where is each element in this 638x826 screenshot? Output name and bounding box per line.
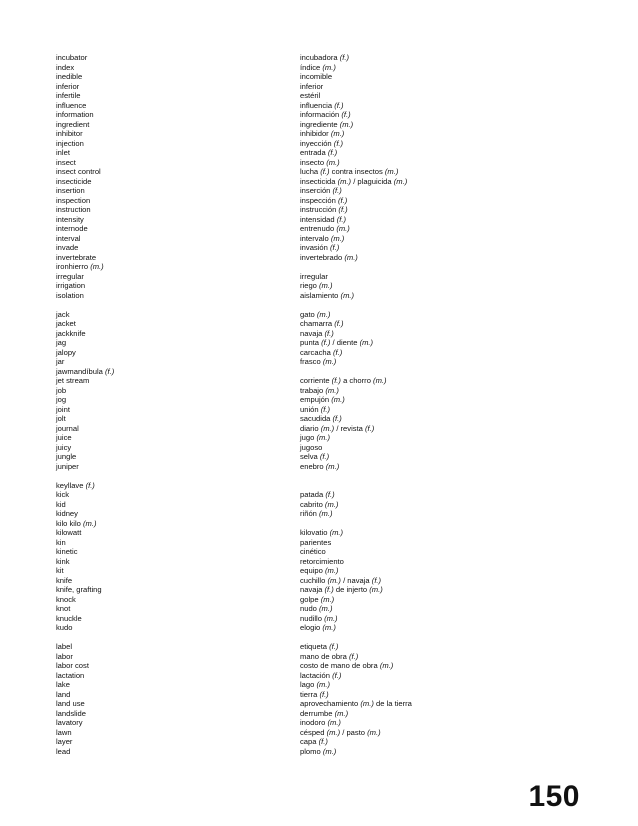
spanish-term: incubadora (f.) bbox=[300, 53, 349, 62]
english-term: insecticide bbox=[56, 176, 92, 186]
english-term: irregular bbox=[56, 271, 84, 281]
spanish-term: intervalo (m.) bbox=[300, 233, 345, 243]
gender-marker: (f.) bbox=[332, 347, 343, 357]
glossary-entry bbox=[56, 63, 496, 73]
english-term: ingredient bbox=[56, 119, 90, 129]
spanish-term: lago (m.) bbox=[300, 680, 330, 689]
english-term: internode bbox=[56, 224, 88, 233]
gender-marker: (m.) bbox=[373, 376, 387, 385]
english-term: journal bbox=[56, 423, 79, 433]
spanish-term: patada (f.) bbox=[300, 490, 335, 499]
spanish-term: frasco (m.) bbox=[300, 357, 337, 366]
gender-marker: (m.) bbox=[359, 338, 374, 347]
english-term: knife bbox=[56, 575, 73, 585]
english-term: kilo kilo (m.) bbox=[56, 518, 97, 528]
spanish-term: costo de mano de obra (m.) bbox=[300, 661, 394, 670]
english-term: inedible bbox=[56, 72, 83, 81]
english-term: jacket bbox=[56, 319, 76, 328]
glossary-entry bbox=[56, 490, 496, 500]
gender-marker: (m.) bbox=[316, 309, 331, 319]
gender-marker: (f.) bbox=[339, 53, 349, 62]
gender-marker: (f.) bbox=[332, 414, 342, 423]
spanish-term: jugoso bbox=[300, 442, 323, 452]
spanish-term: influencia (f.) bbox=[300, 100, 344, 110]
glossary-entry bbox=[56, 224, 496, 234]
glossary-entry bbox=[56, 709, 496, 719]
gender-marker: (m.) bbox=[325, 461, 340, 471]
gender-marker: (m.) bbox=[384, 167, 399, 176]
gender-marker: (m.) bbox=[322, 746, 337, 756]
english-term: kinetic bbox=[56, 547, 78, 556]
english-term: inlet bbox=[56, 148, 70, 157]
glossary-entry bbox=[56, 129, 496, 139]
english-term: jolt bbox=[56, 414, 66, 423]
english-term: intensity bbox=[56, 214, 84, 224]
section-gap bbox=[56, 471, 496, 481]
glossary-entry bbox=[56, 319, 496, 329]
spanish-term: sacudida (f.) bbox=[300, 414, 342, 423]
gender-marker: (f.) bbox=[349, 651, 359, 661]
spanish-term: inspección (f.) bbox=[300, 195, 348, 205]
glossary-entry bbox=[56, 167, 496, 177]
glossary-entry bbox=[56, 186, 496, 196]
gender-marker: (f.) bbox=[325, 490, 335, 499]
spanish-term: aislamiento (m.) bbox=[300, 290, 355, 300]
glossary-entry bbox=[56, 500, 496, 510]
spanish-term: nudo (m.) bbox=[300, 604, 333, 613]
glossary-entry bbox=[56, 424, 496, 434]
spanish-term: césped (m.) / pasto (m.) bbox=[300, 727, 381, 737]
english-term: injection bbox=[56, 138, 84, 148]
gender-marker: (f.) bbox=[85, 480, 95, 490]
glossary-entry bbox=[56, 367, 496, 377]
glossary-entry bbox=[56, 357, 496, 367]
gender-marker: (m.) bbox=[369, 585, 383, 594]
spanish-term: riñón (m.) bbox=[300, 509, 333, 518]
gender-marker: (f.) bbox=[334, 100, 344, 110]
english-term: lactation bbox=[56, 670, 85, 680]
spanish-term: incomible bbox=[300, 72, 333, 81]
english-term: jar bbox=[56, 357, 65, 366]
glossary-entry bbox=[56, 272, 496, 282]
english-term: knot bbox=[56, 604, 71, 613]
english-term: jackknife bbox=[56, 328, 86, 338]
glossary-entry bbox=[56, 205, 496, 215]
gender-marker: (m.) bbox=[322, 62, 336, 72]
english-term: insertion bbox=[56, 186, 85, 195]
english-term: landslide bbox=[56, 708, 86, 718]
english-term: lavatory bbox=[56, 718, 83, 727]
glossary-entry bbox=[56, 595, 496, 605]
spanish-term: trabajo (m.) bbox=[300, 385, 339, 395]
glossary-entry bbox=[56, 566, 496, 576]
spanish-term: equipo (m.) bbox=[300, 566, 339, 575]
glossary-list bbox=[56, 53, 496, 756]
section-gap bbox=[56, 633, 496, 643]
glossary-entry bbox=[56, 120, 496, 130]
glossary-entry bbox=[56, 376, 496, 386]
english-term: land bbox=[56, 689, 71, 699]
english-term: kink bbox=[56, 556, 70, 566]
glossary-entry bbox=[56, 528, 496, 538]
glossary-entry bbox=[56, 158, 496, 168]
gender-marker: (m.) bbox=[326, 157, 340, 167]
glossary-entry bbox=[56, 234, 496, 244]
gender-marker: (m.) bbox=[319, 509, 333, 518]
gender-marker: (f.) bbox=[327, 148, 338, 157]
gender-marker: (m.) bbox=[324, 499, 339, 509]
glossary-entry bbox=[56, 414, 496, 424]
gender-marker: (m.) bbox=[319, 281, 333, 290]
glossary-entry bbox=[56, 585, 496, 595]
gender-marker: (m.) bbox=[330, 233, 345, 243]
glossary-entry bbox=[56, 671, 496, 681]
gender-marker: (m.) bbox=[327, 718, 341, 727]
english-term: instruction bbox=[56, 205, 91, 214]
gender-marker: (f.) bbox=[318, 737, 328, 746]
spanish-term: derrumbe (m.) bbox=[300, 708, 349, 718]
english-term: information bbox=[56, 110, 94, 119]
spanish-term bbox=[300, 367, 496, 377]
spanish-term: invasión (f.) bbox=[300, 243, 340, 252]
gender-marker: (m.) bbox=[340, 290, 355, 300]
gender-marker: (f.) bbox=[319, 689, 329, 699]
english-term: infertile bbox=[56, 91, 81, 100]
glossary-entry bbox=[56, 547, 496, 557]
glossary-entry bbox=[56, 310, 496, 320]
gender-marker: (f.) bbox=[336, 214, 347, 224]
spanish-term: diario (m.) / revista (f.) bbox=[300, 423, 375, 433]
english-term: kilowatt bbox=[56, 528, 82, 537]
gender-marker: (m.) bbox=[327, 575, 341, 585]
glossary-entry bbox=[56, 519, 496, 529]
gender-marker: (m.) bbox=[322, 623, 336, 632]
glossary-entry bbox=[56, 281, 496, 291]
glossary-entry bbox=[56, 462, 496, 472]
spanish-term: corriente (f.) a chorro (m.) bbox=[300, 376, 387, 385]
gender-marker: (m.) bbox=[360, 699, 374, 708]
english-term: juniper bbox=[56, 461, 79, 471]
english-term: juicy bbox=[56, 442, 72, 452]
glossary-entry bbox=[56, 291, 496, 301]
spanish-term: gato (m.) bbox=[300, 309, 331, 319]
gender-marker: (m.) bbox=[393, 176, 408, 186]
english-term: influence bbox=[56, 100, 87, 110]
glossary-entry bbox=[56, 737, 496, 747]
spanish-term: retorcimiento bbox=[300, 556, 344, 566]
gender-marker: (m.) bbox=[337, 176, 352, 186]
glossary-entry bbox=[56, 443, 496, 453]
gender-marker: (f.) bbox=[320, 167, 330, 176]
spanish-term: nudillo (m.) bbox=[300, 613, 338, 623]
glossary-entry bbox=[56, 177, 496, 187]
english-term: joint bbox=[56, 404, 70, 414]
spanish-term: insecto (m.) bbox=[300, 157, 340, 167]
gender-marker: (m.) bbox=[322, 357, 337, 366]
glossary-entry bbox=[56, 699, 496, 709]
english-term: jag bbox=[56, 338, 67, 347]
english-term: jet stream bbox=[56, 376, 90, 385]
glossary-entry bbox=[56, 329, 496, 339]
gender-marker: (m.) bbox=[334, 708, 349, 718]
english-term: jalopy bbox=[56, 347, 76, 357]
english-term: lead bbox=[56, 746, 71, 756]
glossary-entry bbox=[56, 110, 496, 120]
spanish-term bbox=[300, 481, 496, 491]
english-term: jog bbox=[56, 395, 67, 404]
glossary-entry bbox=[56, 661, 496, 671]
glossary-entry bbox=[56, 557, 496, 567]
gender-marker: (f.) bbox=[333, 138, 344, 148]
spanish-term: intensidad (f.) bbox=[300, 214, 347, 224]
gender-marker: (f.) bbox=[331, 376, 341, 385]
spanish-term: navaja (f.) de injerto (m.) bbox=[300, 585, 383, 594]
glossary-entry bbox=[56, 262, 496, 272]
gender-marker: (m.) bbox=[325, 385, 339, 395]
english-term: knife, grafting bbox=[56, 585, 102, 594]
gender-marker: (m.) bbox=[344, 252, 358, 262]
english-term: jungle bbox=[56, 452, 77, 461]
gender-marker: (f.) bbox=[329, 642, 339, 651]
english-term: job bbox=[56, 385, 67, 395]
glossary-entry bbox=[56, 139, 496, 149]
spanish-term: jugo (m.) bbox=[300, 433, 330, 442]
gender-marker: (f.) bbox=[341, 110, 351, 119]
spanish-term: insecticida (m.) / plaguicida (m.) bbox=[300, 176, 408, 186]
glossary-entry bbox=[56, 652, 496, 662]
gender-marker: (f.) bbox=[319, 452, 330, 461]
spanish-term: tierra (f.) bbox=[300, 689, 329, 699]
english-term: kudo bbox=[56, 623, 73, 632]
gender-marker: (f.) bbox=[324, 328, 334, 338]
spanish-term: invertebrado (m.) bbox=[300, 252, 358, 262]
glossary-entry bbox=[56, 576, 496, 586]
spanish-term: índice (m.) bbox=[300, 62, 336, 72]
spanish-term: cabrito (m.) bbox=[300, 499, 339, 509]
gender-marker: (m.) bbox=[324, 613, 338, 623]
spanish-term: punta (f.) / diente (m.) bbox=[300, 338, 374, 347]
glossary-entry bbox=[56, 72, 496, 82]
spanish-term: aprovechamiento (m.) de la tierra bbox=[300, 699, 412, 708]
spanish-term: inhibidor (m.) bbox=[300, 129, 345, 138]
english-term: incubator bbox=[56, 53, 88, 62]
spanish-term: inodoro (m.) bbox=[300, 718, 341, 727]
gender-marker: (f.) bbox=[365, 423, 375, 433]
spanish-term: ingrediente (m.) bbox=[300, 119, 354, 129]
english-term: interval bbox=[56, 233, 81, 243]
glossary-entry bbox=[56, 148, 496, 158]
english-term: kick bbox=[56, 490, 70, 499]
glossary-entry bbox=[56, 405, 496, 415]
spanish-term: kilovatio (m.) bbox=[300, 528, 344, 537]
gender-marker: (m.) bbox=[379, 661, 394, 670]
english-term: jack bbox=[56, 309, 70, 319]
spanish-term: selva (f.) bbox=[300, 452, 330, 461]
english-term: insect bbox=[56, 157, 76, 167]
gender-marker: (m.) bbox=[320, 594, 335, 604]
english-term: land use bbox=[56, 699, 85, 708]
gender-marker: (m.) bbox=[326, 727, 341, 737]
english-term: inferior bbox=[56, 81, 80, 91]
gender-marker: (f.) bbox=[371, 575, 382, 585]
section-gap bbox=[56, 300, 496, 310]
english-term: knock bbox=[56, 594, 76, 604]
spanish-term bbox=[300, 262, 496, 272]
english-term: index bbox=[56, 62, 75, 72]
spanish-term: unión (f.) bbox=[300, 404, 330, 414]
spanish-term: lucha (f.) contra insectos (m.) bbox=[300, 167, 399, 176]
glossary-entry bbox=[56, 690, 496, 700]
glossary-entry bbox=[56, 91, 496, 101]
spanish-term: cinético bbox=[300, 547, 326, 556]
english-term: kidney bbox=[56, 509, 78, 518]
spanish-term: etiqueta (f.) bbox=[300, 642, 339, 651]
spanish-term: elogio (m.) bbox=[300, 623, 336, 632]
spanish-term: carcacha (f.) bbox=[300, 347, 343, 357]
english-term: invade bbox=[56, 243, 79, 252]
gender-marker: (m.) bbox=[367, 727, 381, 737]
spanish-term: plomo (m.) bbox=[300, 746, 337, 756]
gender-marker: (m.) bbox=[329, 528, 344, 537]
glossary-entry bbox=[56, 604, 496, 614]
english-term: knuckle bbox=[56, 613, 82, 623]
spanish-term: chamarra (f.) bbox=[300, 319, 344, 328]
english-term: kid bbox=[56, 499, 66, 509]
spanish-term: entrenudo (m.) bbox=[300, 224, 350, 233]
glossary-entry bbox=[56, 614, 496, 624]
gender-marker: (m.) bbox=[336, 224, 350, 233]
spanish-term: cuchillo (m.) / navaja (f.) bbox=[300, 575, 382, 585]
gender-marker: (f.) bbox=[330, 243, 340, 252]
glossary-entry bbox=[56, 215, 496, 225]
gender-marker: (f.) bbox=[321, 338, 331, 347]
glossary-entry bbox=[56, 747, 496, 757]
glossary-entry bbox=[56, 433, 496, 443]
spanish-term: riego (m.) bbox=[300, 281, 333, 290]
spanish-term: navaja (f.) bbox=[300, 328, 334, 338]
spanish-term bbox=[300, 519, 496, 529]
gender-marker: (f.) bbox=[320, 404, 330, 414]
spanish-term: mano de obra (f.) bbox=[300, 651, 359, 661]
english-term: layer bbox=[56, 737, 73, 746]
english-term: lake bbox=[56, 680, 70, 689]
spanish-term: empujón (m.) bbox=[300, 395, 345, 404]
spanish-term: enebro (m.) bbox=[300, 461, 340, 471]
glossary-entry bbox=[56, 481, 496, 491]
glossary-entry bbox=[56, 338, 496, 348]
gender-marker: (m.) bbox=[319, 604, 333, 613]
english-term: label bbox=[56, 642, 73, 651]
spanish-term: inyección (f.) bbox=[300, 138, 344, 148]
english-term: irrigation bbox=[56, 281, 86, 290]
spanish-term: inserción (f.) bbox=[300, 186, 342, 195]
spanish-term: parientes bbox=[300, 537, 332, 547]
glossary-entry bbox=[56, 243, 496, 253]
gender-marker: (f.) bbox=[104, 366, 115, 376]
gender-marker: (m.) bbox=[339, 119, 354, 129]
gender-marker: (f.) bbox=[338, 205, 348, 214]
english-term: isolation bbox=[56, 290, 84, 300]
gender-marker: (m.) bbox=[331, 395, 345, 404]
spanish-term: capa (f.) bbox=[300, 737, 328, 746]
glossary-entry bbox=[56, 452, 496, 462]
gender-marker: (m.) bbox=[330, 129, 345, 138]
glossary-entry bbox=[56, 53, 496, 63]
gender-marker: (f.) bbox=[334, 319, 344, 328]
gender-marker: (m.) bbox=[90, 262, 104, 271]
glossary-entry bbox=[56, 386, 496, 396]
english-term: insect control bbox=[56, 167, 101, 176]
spanish-term: inferior bbox=[300, 81, 324, 91]
glossary-entry bbox=[56, 623, 496, 633]
gender-marker: (m.) bbox=[83, 518, 97, 528]
glossary-entry bbox=[56, 718, 496, 728]
english-term: inhibitor bbox=[56, 129, 83, 138]
glossary-entry bbox=[56, 538, 496, 548]
gender-marker: (f.) bbox=[332, 186, 342, 195]
glossary-entry bbox=[56, 82, 496, 92]
gender-marker: (m.) bbox=[316, 433, 330, 442]
glossary-entry bbox=[56, 728, 496, 738]
english-term: lawn bbox=[56, 727, 72, 737]
spanish-term: información (f.) bbox=[300, 110, 351, 119]
english-term: labor cost bbox=[56, 661, 89, 670]
english-term: jawmandíbula (f.) bbox=[56, 366, 115, 376]
gender-marker: (m.) bbox=[316, 680, 330, 689]
english-term: ironhierro (m.) bbox=[56, 262, 104, 271]
glossary-entry bbox=[56, 101, 496, 111]
glossary-entry bbox=[56, 509, 496, 519]
spanish-term: lactación (f.) bbox=[300, 670, 342, 680]
english-term: juice bbox=[56, 433, 72, 442]
glossary-entry bbox=[56, 253, 496, 263]
spanish-term: estéril bbox=[300, 91, 321, 100]
glossary-entry bbox=[56, 395, 496, 405]
english-term: invertebrate bbox=[56, 252, 97, 262]
gender-marker: (f.) bbox=[332, 670, 342, 680]
spanish-term: instrucción (f.) bbox=[300, 205, 348, 214]
page-number: 150 bbox=[528, 780, 580, 813]
english-term: inspection bbox=[56, 195, 91, 205]
glossary-entry bbox=[56, 196, 496, 206]
english-term: kin bbox=[56, 537, 66, 547]
glossary-entry bbox=[56, 642, 496, 652]
glossary-entry bbox=[56, 680, 496, 690]
spanish-term: entrada (f.) bbox=[300, 148, 338, 157]
gender-marker: (m.) bbox=[320, 423, 335, 433]
gender-marker: (m.) bbox=[324, 566, 339, 575]
gender-marker: (f.) bbox=[338, 195, 348, 205]
spanish-term: golpe (m.) bbox=[300, 594, 335, 604]
gender-marker: (f.) bbox=[324, 585, 334, 594]
spanish-term: irregular bbox=[300, 271, 328, 281]
english-term: kit bbox=[56, 566, 64, 575]
glossary-entry bbox=[56, 348, 496, 358]
english-term: labor bbox=[56, 651, 73, 661]
english-term: keyllave (f.) bbox=[56, 480, 95, 490]
